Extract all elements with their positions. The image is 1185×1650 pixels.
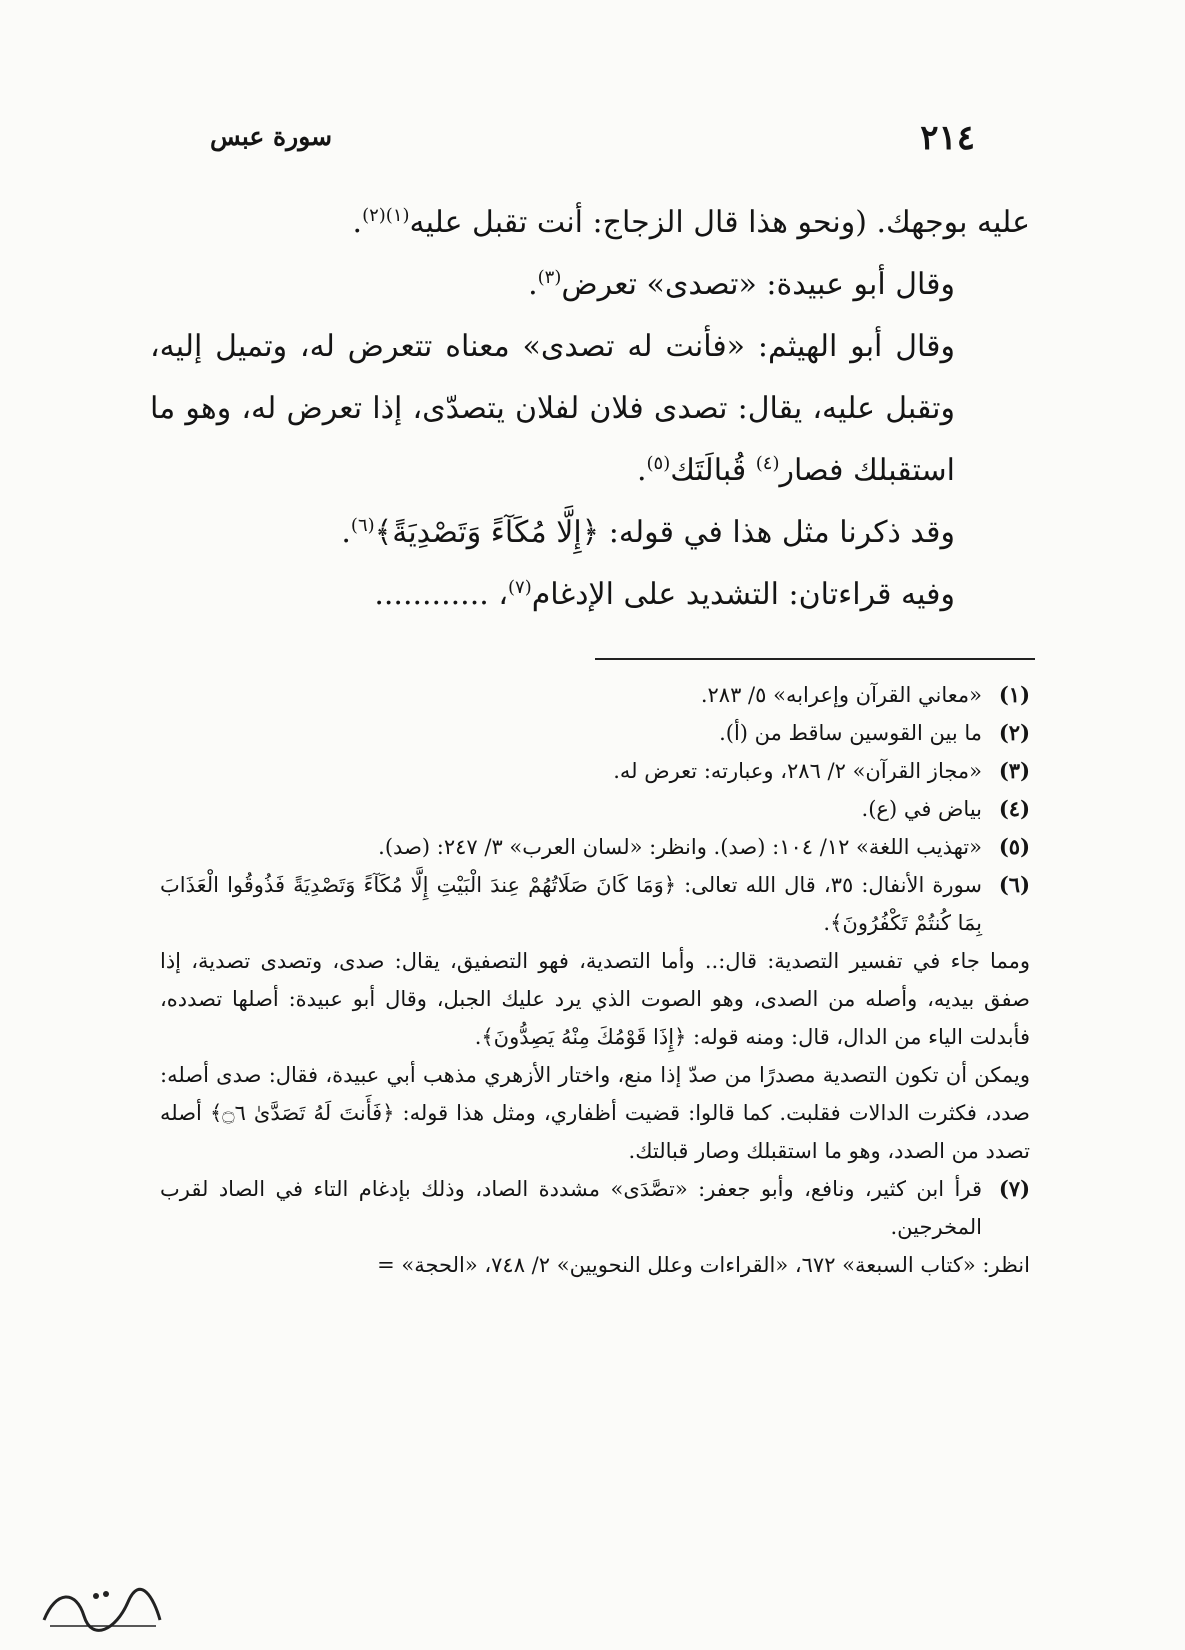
- footnote-text: قرأ ابن كثير، ونافع، وأبو جعفر: «تصَّدَى» مشددة الصاد، وذلك بإدغام التاء في الصاد لقرب المخرجين.: [160, 1177, 983, 1239]
- footnote-1: [160, 676, 1030, 714]
- footnote-6-continuation: [160, 1056, 1030, 1170]
- surah-title: سورة عبس: [210, 122, 333, 151]
- page-header: [0, 118, 1185, 168]
- footnote-text: بياض في (ع).: [861, 797, 982, 821]
- text-run: أصله تصدد من الصدد، وهو ما استقبلك وصار قبالتك.: [160, 1101, 1030, 1163]
- footnotes: [160, 676, 1030, 1284]
- footnote-number: (٥): [998, 834, 1030, 859]
- text-run: .: [636, 453, 647, 488]
- quran-verse: ﴿وَمَا كَانَ صَلَاتُهُمْ عِندَ الْبَيْتِ إِلَّا مُكَآءً وَتَصْدِيَةً فَذُوقُوا الْعَذَابَ بِمَا كُنتُمْ تَكْفُرُونَ﴾: [160, 873, 982, 935]
- footnote-2: [160, 714, 1030, 752]
- main-text: [150, 192, 1030, 626]
- footnote-5: [160, 828, 1030, 866]
- footnote-number: (٣): [998, 758, 1030, 783]
- main-line-2: [150, 254, 1030, 316]
- footnote-text: «معاني القرآن وإعرابه» ٥/ ٢٨٣.: [700, 683, 982, 707]
- footnote-text: [160, 866, 982, 942]
- footnote-7-continuation: انظر: «كتاب السبعة» ٦٧٢، «القراءات وعلل النحويين» ٢/ ٧٤٨، «الحجة» =: [377, 1253, 1030, 1277]
- footnote-4: [160, 790, 1030, 828]
- footnote-ref[interactable]: (٧): [508, 577, 532, 598]
- footnote-3: [160, 752, 1030, 790]
- footnote-number: (٢): [998, 720, 1030, 745]
- text-run: ومما جاء في تفسير التصدية: قال:.. وأما التصدية، فهو التصفيق، يقال: صدى، وتصدى تصدية، إذا صفق بيديه، وأصله من الصدى، وهو الصوت الذي يرد عليك الجبل، وقال أبو عبيدة: أصلها تصدده، فأبدلت الياء من الدال، قال: ومنه قوله:: [160, 949, 1030, 1049]
- footnote-number: (١): [998, 682, 1030, 707]
- main-line-4: [150, 502, 1030, 564]
- main-paragraph-3: [150, 316, 1030, 502]
- footnote-number: (٤): [998, 796, 1030, 821]
- footnote-divider: [595, 658, 1035, 660]
- footnote-text: «تهذيب اللغة» ١٢/ ١٠٤: (صد). وانظر: «لسان العرب» ٣/ ٢٤٧: (صد).: [378, 835, 982, 859]
- footnote-7: [160, 1170, 1030, 1246]
- text-run: .: [823, 911, 831, 935]
- text-run: ،: [488, 577, 508, 612]
- footnote-number: (٦): [998, 872, 1030, 897]
- quran-verse: ﴿إِلَّا مُكَآءً وَتَصْدِيَةً﴾: [374, 515, 600, 550]
- footnote-ref[interactable]: (٣): [537, 267, 562, 288]
- text-run: وقال أبو عبيدة: «تصدى» تعرض: [561, 267, 955, 302]
- text-run: سورة الأنفال: ٣٥، قال الله تعالى:: [676, 873, 983, 897]
- footnote-text: ما بين القوسين ساقط من (أ).: [719, 721, 982, 745]
- footnote-ref[interactable]: (١)(٢): [362, 205, 410, 226]
- page-number: ٢١٤: [920, 118, 975, 158]
- text-run: .: [341, 515, 351, 550]
- text-run: .: [474, 1025, 482, 1049]
- main-line-1: [150, 192, 1030, 254]
- footnote-number: (٧): [998, 1176, 1030, 1201]
- watermark-logo: [36, 1580, 166, 1636]
- footnote-ref[interactable]: (٦): [350, 515, 375, 536]
- footnote-text: «مجاز القرآن» ٢/ ٢٨٦، وعبارته: تعرض له.: [613, 759, 982, 783]
- text-run: ويمكن أن تكون التصدية مصدرًا من صدّ إذا منع، واختار الأزهري مذهب أبي عبيدة، فقال: صدى أصله: صدد، فكثرت الدالات فقلبت. كما قالوا: قضيت أظفاري، ومثل هذا قوله:: [160, 1063, 1030, 1125]
- footnote-6: [160, 866, 1030, 942]
- text-run: وقال أبو الهيثم: «فأنت له تصدى» معناه تتعرض له، وتميل إليه، وتقبل عليه، يقال: تصدى فلان لفلان يتصدّى، إذا تعرض له، وهو ما استقبلك فصار: [150, 329, 955, 488]
- text-run: عليه بوجهك. (ونحو هذا قال الزجاج: أنت تقبل عليه: [409, 205, 1030, 240]
- footnote-ref[interactable]: (٥): [646, 453, 671, 474]
- quran-verse: ﴿فَأَنتَ لَهُ تَصَدَّىٰ ۝٦﴾: [209, 1101, 395, 1125]
- text-run: قُبالَتَك: [670, 453, 756, 488]
- ellipsis-dots: ............: [374, 577, 489, 612]
- quran-verse: ﴿إِذَا قَوْمُكَ مِنْهُ يَصِدُّونَ﴾: [481, 1025, 687, 1049]
- main-line-5: [150, 564, 1030, 626]
- text-run: .: [528, 267, 538, 302]
- footnote-6-continuation: [160, 942, 1030, 1056]
- text-run: وفيه قراءتان: التشديد على الإدغام: [531, 577, 955, 612]
- footnote-ref[interactable]: (٤): [755, 453, 780, 474]
- text-run: .: [352, 205, 363, 240]
- text-run: وقد ذكرنا مثل هذا في قوله:: [599, 515, 955, 550]
